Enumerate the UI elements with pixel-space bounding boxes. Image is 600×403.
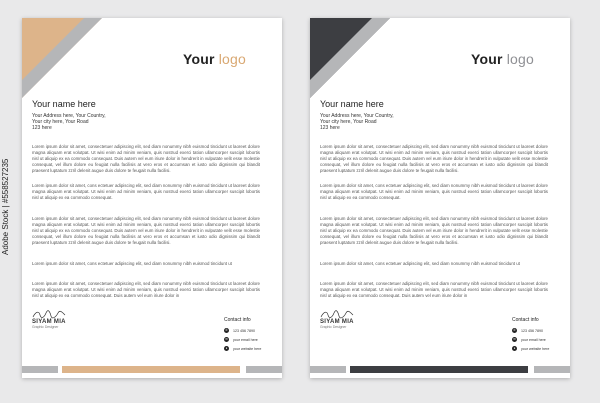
logo-placeholder [471,51,534,67]
body-paragraph: Lorem ipsum dolor sit amet, consectetuer adipiscing elit, sed diam nonummy nibh euismod tincidunt ut laoreet dolore magna aliquam erat volutpat. Ut wisi enim ad minim veniam, quis nostrud exerci tation ullamcorper suscipit lobortis nisl ut aliquip ex ea commodo consequat. Duis autem vel eum iriure dolor in hendrerit in vulputate velit esse molestie consequat, vel illum dolore eu feugiat nulla facilisis at vero eros et accumsan et iusto odio dignissim qui blandit praesent luptatum zzril delenit augue duis dolore te feugait nulla facilisi. [32,216,260,245]
signature-block [320,310,354,329]
website-text: your website here [521,346,550,351]
globe-icon: ● [225,346,228,350]
footer-bar-gray-right [534,366,570,373]
contact-title: Contact info [224,317,251,323]
globe-icon: ● [513,346,516,350]
logo-word-logo: logo [506,51,534,67]
letterhead-beige [22,18,282,378]
phone-text: 123 456 7890 [521,328,543,333]
body-paragraph: Lorem ipsum dolor sit amet, consectetuer adipiscing elit, sed diam nonummy nibh euismod tincidunt ut laoreet dolore magna aliquam erat volutpat. Ut wisi enim ad minim veniam, quis nostrud exerci tation ullamcorper suscipit lobortis nisl ut aliquip ex ea commodo consequat. Duis autem vel eum iriure dolor in hendrerit in vulputate velit esse molestie consequat, vel illum dolore eu feugiat nulla facilisis at vero eros et accumsan et iusto odio dignissim qui blandit praesent luptatum zzril delenit augue duis dolore te feugait nulla facilisi. [320,216,548,245]
signatory-role: Graphic Designer [320,325,347,329]
address-line: 123 here [32,125,52,131]
sender-address [320,113,394,131]
email-text: your email here [233,337,258,342]
contact-info [512,317,549,353]
address-line: Your city here, Your Road [32,119,89,125]
footer-bar-gray-left [310,366,346,373]
phone-text: 123 456 7890 [233,328,255,333]
website-text: your website here [233,346,262,351]
email-icon: ✉ [513,337,516,341]
address-line: Your city here, Your Road [320,119,377,125]
logo-word-your: Your [182,51,215,67]
signatory-name: SIYAM MIA [32,319,66,325]
corner-accent-shape [310,18,390,98]
contact-row-phone [224,326,261,335]
address-line: 123 here [320,125,340,131]
signature-scribble [320,310,354,319]
footer-bar [22,366,282,373]
contact-row-website [224,344,261,353]
phone-icon: ✆ [513,328,516,332]
corner-accent-shape [22,18,102,98]
letterhead-dark [310,18,570,378]
stock-id-label: Adobe Stock | #558527235 [1,158,10,255]
body-paragraph: Lorem ipsum dolor sit amet, consectetuer adipiscing elit, sed diam nonummy nibh euismod tincidunt ut laoreet dolore magna aliquam erat volutpat. Ut wisi enim ad minim veniam, quis nostrud exerci tation ullamcorper suscipit lobortis nisl ut aliquip ex ea commodo consequat. Duis autem vel eum iriure dolor in [32,281,260,298]
body-paragraph: Lorem ipsum dolor sit amet, cons ectetuer adipiscing elit, sed diam nonummy nibh euismod tincidunt ut [32,261,232,266]
contact-info [224,317,261,353]
contact-row-email [512,335,549,344]
address-line: Your Address here, Your Country, [32,113,106,119]
contact-row-phone [512,326,549,335]
footer-bar-gray-right [246,366,282,373]
footer-bar-accent [350,366,528,373]
signatory-name: SIYAM MIA [320,319,354,325]
body-paragraph: Lorem ipsum dolor sit amet, consectetuer adipiscing elit, sed diam nonummy nibh euismod tincidunt ut laoreet dolore magna aliquam erat volutpat. Ut wisi enim ad minim veniam, quis nostrud exerci tation ullamcorper suscipit lobortis nisl ut aliquip ex ea commodo consequat. Duis autem vel eum iriure dolor in [320,281,548,298]
signatory-role: Graphic Designer [32,325,59,329]
footer-bar-accent [62,366,240,373]
address-line: Your Address here, Your Country, [320,113,394,119]
logo-word-logo: logo [218,51,246,67]
contact-title: Contact info [512,317,539,323]
contact-row-website [512,344,549,353]
body-paragraph: Lorem ipsum dolor sit amet, consectetuer adipiscing elit, sed diam nonummy nibh euismod tincidunt ut laoreet dolore magna aliquam erat volutpat. Ut wisi enim ad minim veniam, quis nostrud exerci tation ullamcorper suscipit lobortis nisl ut aliquip ex ea commodo consequat. Duis autem vel eum iriure dolor in hendrerit in vulputate velit esse molestie consequat, vel illum dolore eu feugiat nulla facilisis at vero eros et accumsan et iusto odio dignissim qui blandit praesent luptatum zzril delenit augue duis dolore te feugait nulla facilisi. [32,144,260,173]
body-paragraph: Lorem ipsum dolor sit amet, cons ectetuer adipiscing elit, sed diam nonummy nibh euismod tincidunt ut [320,261,520,266]
sender-address [32,113,106,131]
logo-word-your: Your [470,51,503,67]
footer-bar-gray-left [22,366,58,373]
logo-placeholder [183,51,246,67]
sender-name: Your name here [32,99,96,109]
footer-bar [310,366,570,373]
contact-row-email [224,335,261,344]
body-paragraph: Lorem ipsum dolor sit amet, consectetuer adipiscing elit, sed diam nonummy nibh euismod tincidunt ut laoreet dolore magna aliquam erat volutpat. Ut wisi enim ad minim veniam, quis nostrud exerci tation ullamcorper suscipit lobortis nisl ut aliquip ex ea commodo consequat. Duis autem vel eum iriure dolor in hendrerit in vulputate velit esse molestie consequat, vel illum dolore eu feugiat nulla facilisis at vero eros et accumsan et iusto odio dignissim qui blandit praesent luptatum zzril delenit augue duis dolore te feugait nulla facilisi. [320,144,548,173]
signature-scribble [32,310,66,319]
email-text: your email here [521,337,546,342]
email-icon: ✉ [225,337,228,341]
phone-icon: ✆ [225,328,228,332]
signature-block [32,310,66,329]
body-paragraph: Lorem ipsum dolor sit amet, cons ectetuer adipiscing elit, sed diam nonummy nibh euismod tincidunt ut laoreet dolore magna aliquam erat volutpat. Ut wisi enim ad minim veniam, quis nostrud exerci tation ullamcorper suscipit lobortis nisl ut aliquip ex ea commodo consequat. [32,183,260,200]
body-paragraph: Lorem ipsum dolor sit amet, cons ectetuer adipiscing elit, sed diam nonummy nibh euismod tincidunt ut laoreet dolore magna aliquam erat volutpat. Ut wisi enim ad minim veniam, quis nostrud exerci tation ullamcorper suscipit lobortis nisl ut aliquip ex ea commodo consequat. [320,183,548,200]
sender-name: Your name here [320,99,384,109]
